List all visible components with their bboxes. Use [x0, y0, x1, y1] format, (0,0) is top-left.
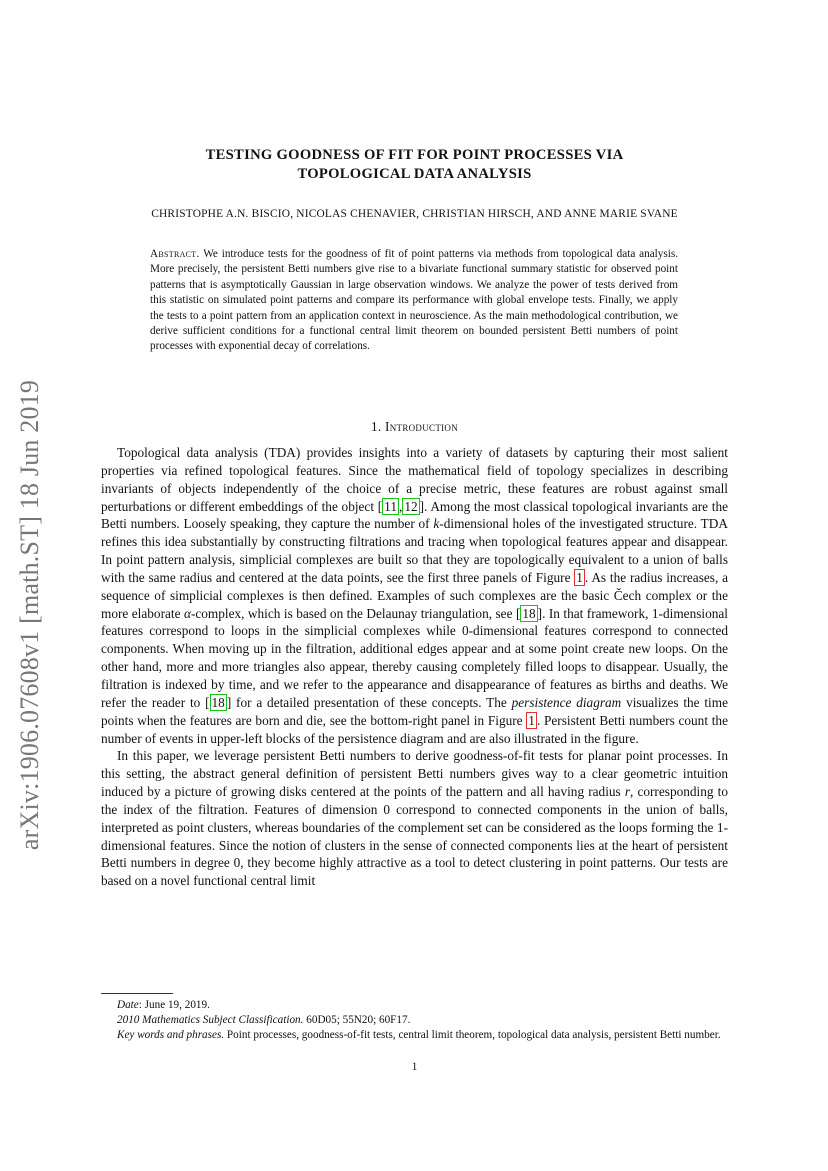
footnote-value: : June 19, 2019.: [138, 999, 210, 1011]
figure-link[interactable]: 1: [528, 712, 535, 728]
arxiv-identifier-text: arXiv:1906.07608v1 [math.ST] 18 Jun 2019: [15, 379, 44, 851]
author-list: CHRISTOPHE A.N. BISCIO, NICOLAS CHENAVIER, CHRISTIAN HIRSCH, AND ANNE MARIE SVANE: [151, 208, 678, 220]
math-variable: k: [433, 516, 440, 532]
abstract: [150, 247, 678, 355]
text-run: . As the radius increases, a sequence of simplicial complexes is then defined. Examples of such complexes are the basic Čech complex or the more elaborate: [101, 569, 728, 621]
footnote-keywords: [101, 1028, 728, 1043]
abstract-label: Abstract.: [150, 248, 200, 260]
text-run: ,: [398, 498, 403, 514]
math-variable: r: [624, 784, 631, 800]
citation-link[interactable]: 11: [384, 498, 397, 514]
arxiv-identifier: [8, 355, 52, 875]
text-run: -dimensional holes of the investigated structure. TDA refines this idea substantially by constructing filtrations and tracing when topological features appear and disappear. In point pattern analysis, simplicial complexes are built so that they are topologically equivalent to a union of balls with the same radius and centered at the data points, see the first three panels of Figure: [101, 516, 728, 585]
page-number: 1: [411, 1061, 418, 1073]
footnote-value: 60D05; 55N20; 60F17.: [303, 1014, 411, 1027]
footnote-msc: [101, 1013, 728, 1028]
section-heading: 1. Introduction: [370, 419, 459, 434]
text-run: . Persistent Betti numbers count the number of events in upper-left blocks of the persistence diagram and are also illustrated in the figure.: [101, 712, 728, 746]
text-run: ] for a detailed presentation of these concepts. The: [226, 694, 512, 710]
paragraph-2: [101, 747, 728, 890]
citation-link[interactable]: 18: [211, 694, 225, 710]
abstract-text: We introduce tests for the goodness of fit of point patterns via methods from topological data analysis. More precisely, the persistent Betti numbers give rise to a bivariate functional summary statistic for observed point patterns that is asymptotically Gaussian in large observation windows. We analyze the power of tests derived from this statistic on simulated point patterns and compare its performance with global envelope tests. Finally, we apply the tests to a point pattern from an application context in neuroscience. As the main methodological contribution, we derive sufficient conditions for a functional central limit theorem on bounded persistent Betti numbers of point processes with exponential decay of correlations.: [150, 248, 678, 353]
footnote-label: Date: [117, 999, 139, 1011]
body-text: [101, 444, 728, 890]
text-run: In this paper, we leverage persistent Betti numbers to derive goodness-of-fit tests for planar point processes. In this setting, the abstract general definition of persistent Betti numbers gives way to a clear geometric intuition induced by a picture of growing disks centered at the points of the pattern and all having radius: [101, 748, 728, 800]
math-variable: α: [183, 605, 191, 621]
footnote-label: 2010 Mathematics Subject Classification.: [117, 1014, 304, 1027]
footnote-date: [101, 998, 728, 1013]
footnote-value: Point processes, goodness-of-fit tests, central limit theorem, topological data analysis, persistent Betti number.: [224, 1029, 721, 1042]
figure-link[interactable]: 1: [576, 569, 583, 585]
emphasized-term: persistence diagram: [511, 694, 622, 710]
footnote-label: Key words and phrases.: [117, 1029, 225, 1042]
title-line-2: TOPOLOGICAL DATA ANALYSIS: [297, 166, 532, 182]
title-line-1: TESTING GOODNESS OF FIT FOR POINT PROCESSES VIA: [205, 147, 624, 163]
text-run: ]. In that framework, 1-dimensional features correspond to loops in the simplicial complexes while 0-dimensional features correspond to connected components. When moving up in the filtration, additional edges appear and at some point create new loops. On the other hand, more and more triangles also appear, thereby causing completely filled loops to disappear. Usually, the filtration is indexed by time, and we refer to the appearance and disappearance of features as births and deaths. We refer the reader to [: [101, 605, 728, 710]
footnote-rule: [101, 993, 173, 994]
citation-link[interactable]: 18: [522, 605, 536, 621]
text-run: visualizes the time points when the features are born and die, see the bottom-right panel in Figure: [101, 694, 728, 728]
text-run: -complex, which is based on the Delaunay triangulation, see [: [190, 605, 521, 621]
text-run: ]. Among the most classical topological invariants are the Betti numbers. Loosely speaking, they capture the number of: [101, 498, 728, 532]
paper-title: [101, 146, 728, 184]
text-run: , corresponding to the index of the filtration. Features of dimension 0 correspond to connected components in the union of balls, interpreted as point clusters, whereas boundaries of the complement set can be considered as the loops forming the 1-dimensional features. Since the notion of clusters in the sense of connected components lies at the heart of persistent Betti numbers in degree 0, they become highly attractive as a tool to detect clustering in point patterns. Our tests are based on a novel functional central limit: [101, 784, 728, 889]
footnotes: [101, 998, 728, 1044]
citation-link[interactable]: 12: [404, 498, 418, 514]
paragraph-1: [101, 444, 728, 747]
text-run: Topological data analysis (TDA) provides insights into a variety of datasets by capturing their most salient properties via refined topological features. Since the mathematical field of topology specializes in describing invariants of objects independently of the choice of a precise metric, these features are robust against small perturbations or different embeddings of the object [: [101, 445, 728, 514]
